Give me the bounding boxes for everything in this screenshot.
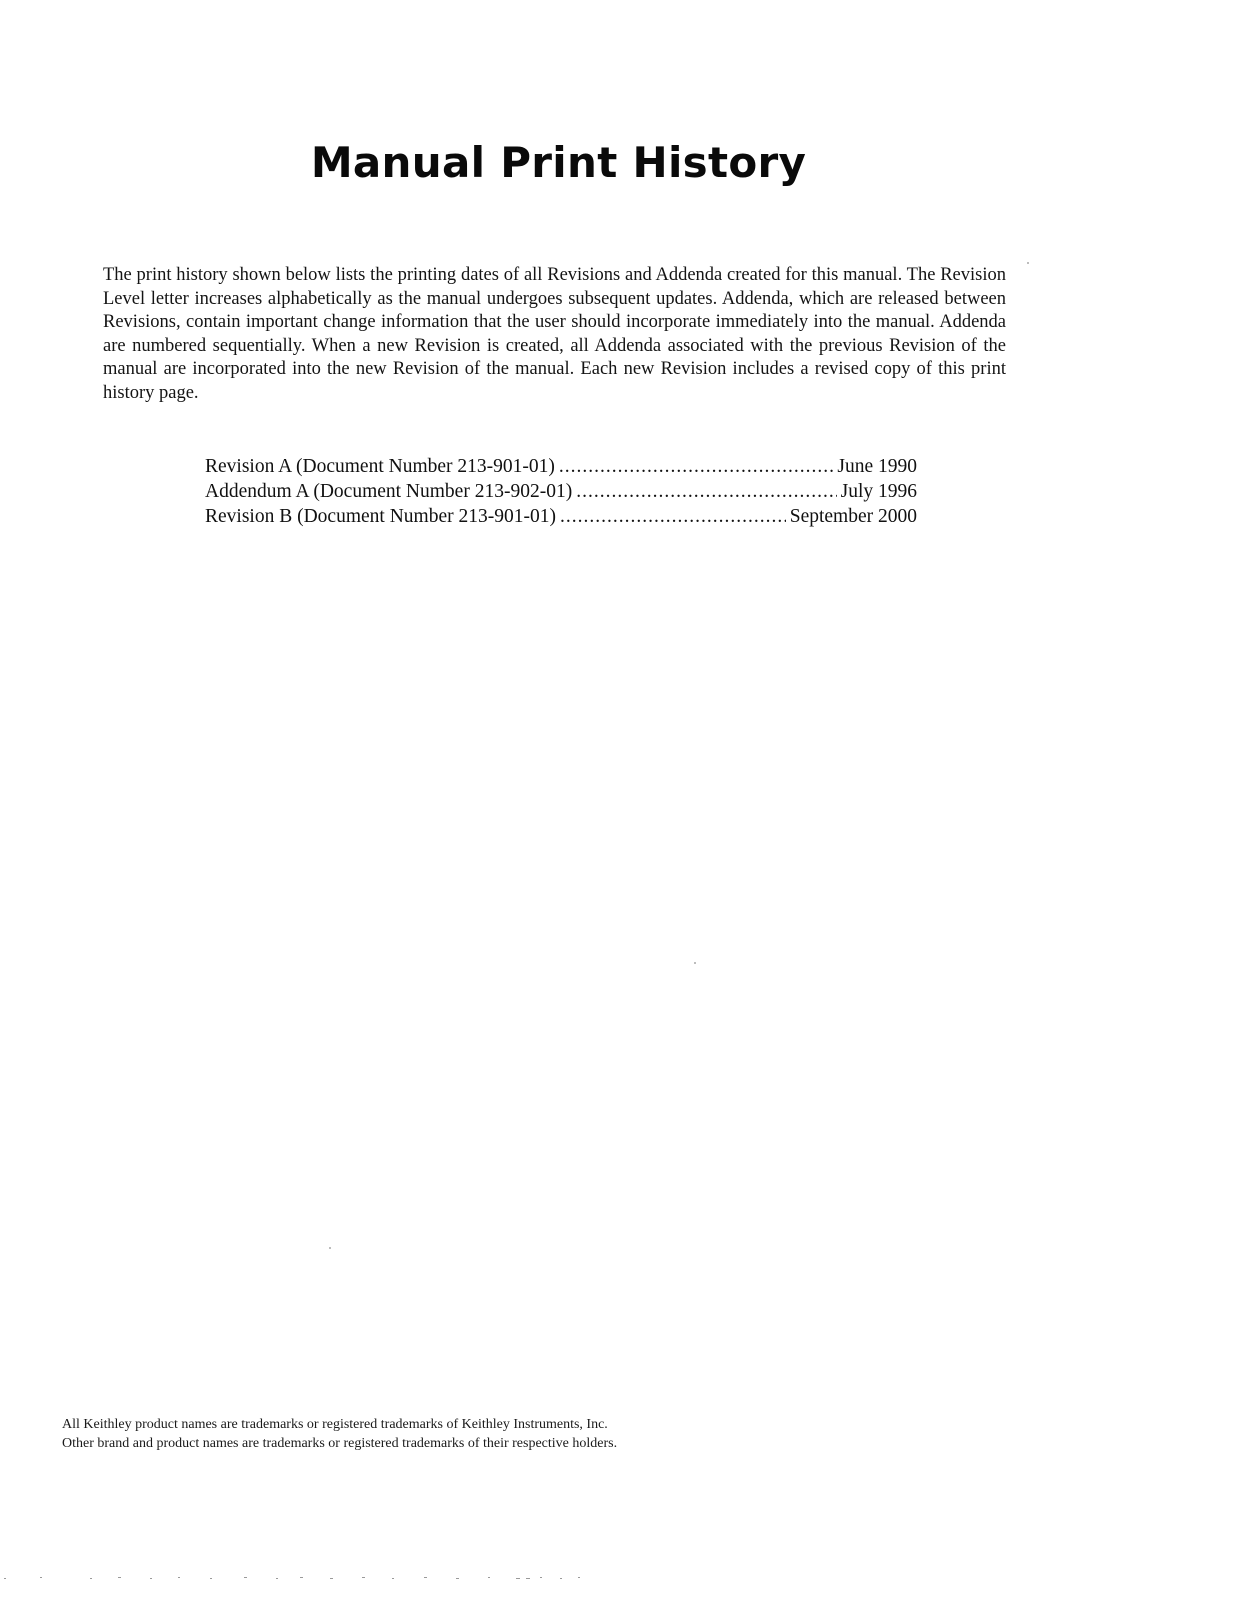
- history-entry-label: Revision A (Document Number 213-901-01): [205, 456, 555, 477]
- intro-paragraph: The print history shown below lists the printing dates of all Revisions and Addenda created for this manual. The Revision Level letter increases alphabetically as the manual undergoes subsequent updates. Addenda, which are released between Revisions, contain important change information that the user should incorporate immediately into the manual. Addenda are numbered sequentially. When a new Revision is created, all Addenda associated with the previous Revision of the manual are incorporated into the new Revision of the manual. Each new Revision includes a revised copy of this print history page.: [103, 265, 1006, 403]
- history-entry-label: Revision B (Document Number 213-901-01): [205, 506, 556, 527]
- print-history-list: [205, 454, 917, 529]
- scan-speck: [329, 1247, 331, 1249]
- history-entry-date: September 2000: [789, 506, 917, 527]
- history-entry-date: July 1996: [840, 481, 917, 502]
- page-title: Manual Print History: [310, 138, 807, 187]
- dot-leader: [560, 504, 786, 529]
- trademark-footer: [62, 1415, 762, 1453]
- scan-noise-strip: [0, 1575, 600, 1581]
- dot-leader: [559, 454, 834, 479]
- history-entry: [205, 454, 917, 479]
- trademark-line-keithley: All Keithley product names are trademarks or registered trademarks of Keithley Instruments, Inc.: [62, 1417, 608, 1432]
- trademark-line-others: Other brand and product names are trademarks or registered trademarks of their respective holders.: [62, 1436, 618, 1451]
- scan-speck: [694, 962, 696, 964]
- history-entry-date: June 1990: [837, 456, 917, 477]
- scan-speck: [1027, 262, 1029, 264]
- history-entry: [205, 479, 917, 504]
- dot-leader: [576, 479, 836, 504]
- history-entry: [205, 504, 917, 529]
- history-entry-label: Addendum A (Document Number 213-902-01): [205, 481, 573, 502]
